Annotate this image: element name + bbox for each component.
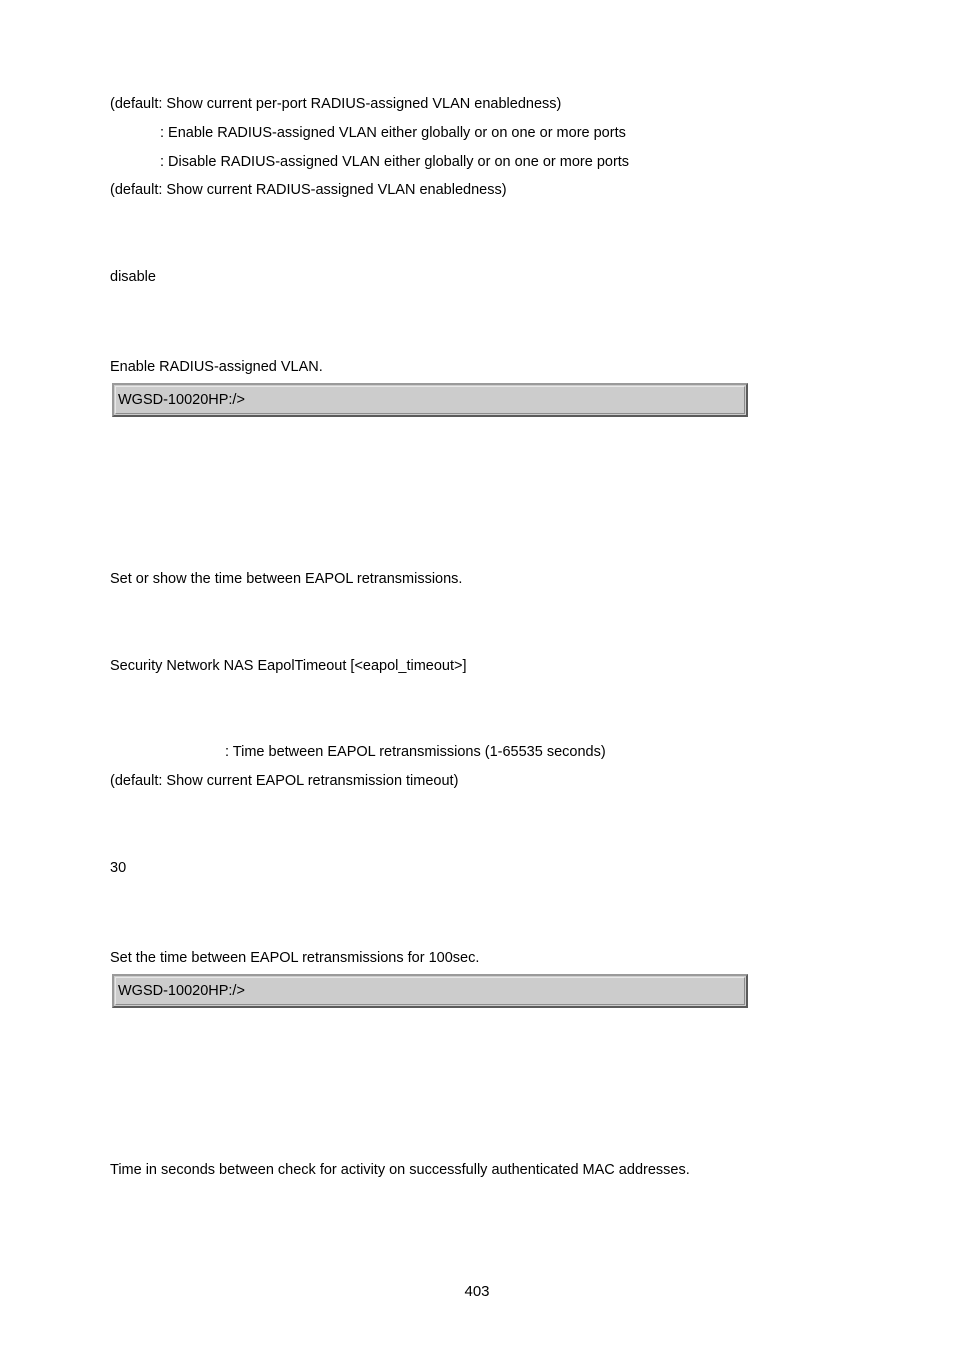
default-value-text: disable <box>110 269 156 285</box>
eapol-default-value: 30 <box>110 860 127 876</box>
page-number: 403 <box>464 1283 490 1300</box>
param-default-port-text: (default: Show current per-port RADIUS-assigned VLAN enabledness) <box>110 96 562 112</box>
console-box <box>112 974 748 1008</box>
eapol-example-description: Set the time between EAPOL retransmissions for 100sec. <box>110 950 480 966</box>
console-box <box>112 383 748 417</box>
param-default-global-text: (default: Show current RADIUS-assigned VLAN enabledness) <box>110 182 507 198</box>
eapol-syntax: Security Network NAS EapolTimeout [<eapol_timeout>] <box>110 658 467 674</box>
age-period-description: Time in seconds between check for activity on successfully authenticated MAC addresses. <box>110 1162 690 1178</box>
console-prompt: WGSD-10020HP:/> <box>118 392 245 408</box>
eapol-param-timeout: : Time between EAPOL retransmissions (1-65535 seconds) <box>225 744 606 760</box>
console-prompt: WGSD-10020HP:/> <box>118 983 245 999</box>
param-disable-text: : Disable RADIUS-assigned VLAN either globally or on one or more ports <box>160 154 630 170</box>
example-description: Enable RADIUS-assigned VLAN. <box>110 359 323 375</box>
eapol-param-default: (default: Show current EAPOL retransmission timeout) <box>110 773 459 789</box>
eapol-description: Set or show the time between EAPOL retransmissions. <box>110 571 463 587</box>
param-enable-text: : Enable RADIUS-assigned VLAN either globally or on one or more ports <box>160 125 626 141</box>
